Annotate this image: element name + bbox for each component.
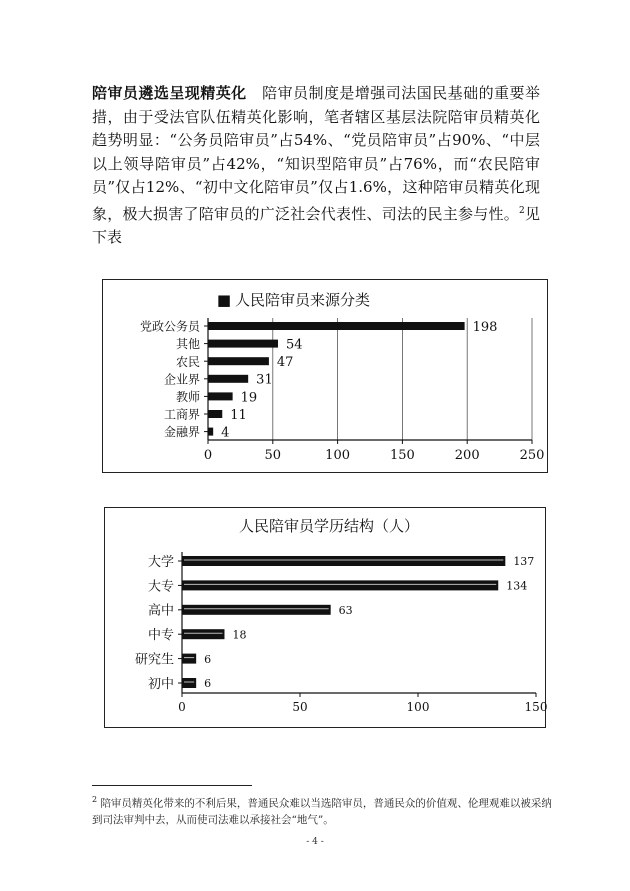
chart-title-marker: ■ bbox=[216, 291, 231, 309]
bar bbox=[208, 428, 213, 436]
category-label: 初中 bbox=[147, 676, 174, 692]
category-label: 金融界 bbox=[163, 425, 200, 440]
data-label: 134 bbox=[506, 579, 528, 593]
x-tick-label: 100 bbox=[406, 700, 430, 714]
data-label: 19 bbox=[240, 390, 258, 406]
x-tick-label: 150 bbox=[524, 700, 548, 714]
category-label: 大专 bbox=[147, 579, 174, 595]
category-label: 研究生 bbox=[134, 652, 174, 668]
category-label: 中专 bbox=[147, 628, 174, 644]
chart-title: 人民陪审员来源分类 bbox=[235, 291, 371, 309]
data-label: 6 bbox=[204, 677, 212, 691]
x-tick-label: 200 bbox=[454, 448, 480, 463]
category-label: 工商界 bbox=[163, 407, 200, 422]
category-label: 高中 bbox=[147, 603, 174, 619]
footnote-divider bbox=[92, 785, 252, 786]
bar bbox=[208, 392, 233, 400]
bar bbox=[208, 322, 465, 330]
category-label: 农民 bbox=[175, 354, 200, 369]
category-label: 大学 bbox=[147, 554, 174, 570]
chart-source-svg bbox=[103, 280, 547, 472]
data-label: 4 bbox=[221, 425, 230, 441]
data-label: 18 bbox=[232, 628, 247, 642]
category-label: 党政公务员 bbox=[139, 319, 200, 334]
chart-title: 人民陪审员学历结构（人） bbox=[238, 517, 420, 535]
bar bbox=[182, 580, 498, 590]
chart-source-classification bbox=[102, 279, 548, 473]
footnote bbox=[92, 792, 552, 828]
paragraph-tail: 见下表 bbox=[92, 204, 540, 246]
data-label: 137 bbox=[513, 555, 535, 569]
body-paragraph bbox=[92, 82, 540, 250]
data-label: 6 bbox=[204, 652, 212, 666]
bar bbox=[208, 340, 278, 348]
bar bbox=[182, 556, 505, 566]
x-tick-label: 0 bbox=[178, 700, 186, 714]
page-number: - 4 - bbox=[306, 837, 324, 847]
bar bbox=[208, 375, 248, 383]
section-heading: 陪审员遴选呈现精英化 bbox=[92, 84, 247, 102]
x-tick-label: 100 bbox=[325, 448, 351, 463]
footnote-number: 2 bbox=[92, 795, 98, 804]
category-label: 教师 bbox=[175, 389, 200, 404]
x-tick-label: 150 bbox=[389, 448, 415, 463]
chart-education-structure bbox=[104, 507, 546, 728]
data-label: 198 bbox=[472, 319, 498, 335]
x-tick-label: 50 bbox=[264, 448, 282, 463]
bar bbox=[208, 357, 269, 365]
bar bbox=[182, 605, 331, 615]
bar bbox=[182, 654, 196, 664]
category-label: 其他 bbox=[175, 337, 200, 352]
data-label: 54 bbox=[285, 337, 303, 353]
data-label: 31 bbox=[256, 372, 273, 388]
category-label: 企业界 bbox=[163, 372, 200, 387]
paragraph-text: 陪审员制度是增强司法国民基础的重要举措，由于受法官队伍精英化影响，笔者辖区基层法院陪审员精英化趋势明显：“公务员陪审员”占54%、“党员陪审员”占90%、“中层以上领导陪审员”占42%，“知识型陪审员”占76%，而“农民陪审员”仅占12%、“初中文化陪审员”仅占1.6%，这种陪审员精英化现象，极大损害了陪审员的广泛社会代表性、司法的民主参与性。 bbox=[92, 84, 540, 223]
x-tick-label: 250 bbox=[519, 448, 545, 463]
chart-education-svg bbox=[105, 508, 548, 727]
bar bbox=[182, 629, 224, 639]
data-label: 47 bbox=[276, 355, 294, 371]
footnote-text: 陪审员精英化带来的不利后果，普通民众难以当选陪审员，普通民众的价值观、伦理观难以被采纳到司法审判中去，从而使司法难以承接社会“地气”。 bbox=[92, 797, 552, 826]
bar bbox=[208, 410, 222, 418]
bar bbox=[182, 678, 196, 688]
footnote-ref: 2 bbox=[519, 205, 525, 216]
data-label: 11 bbox=[230, 407, 247, 423]
x-tick-label: 0 bbox=[203, 448, 213, 463]
x-tick-label: 50 bbox=[292, 700, 308, 714]
data-label: 63 bbox=[338, 603, 353, 617]
